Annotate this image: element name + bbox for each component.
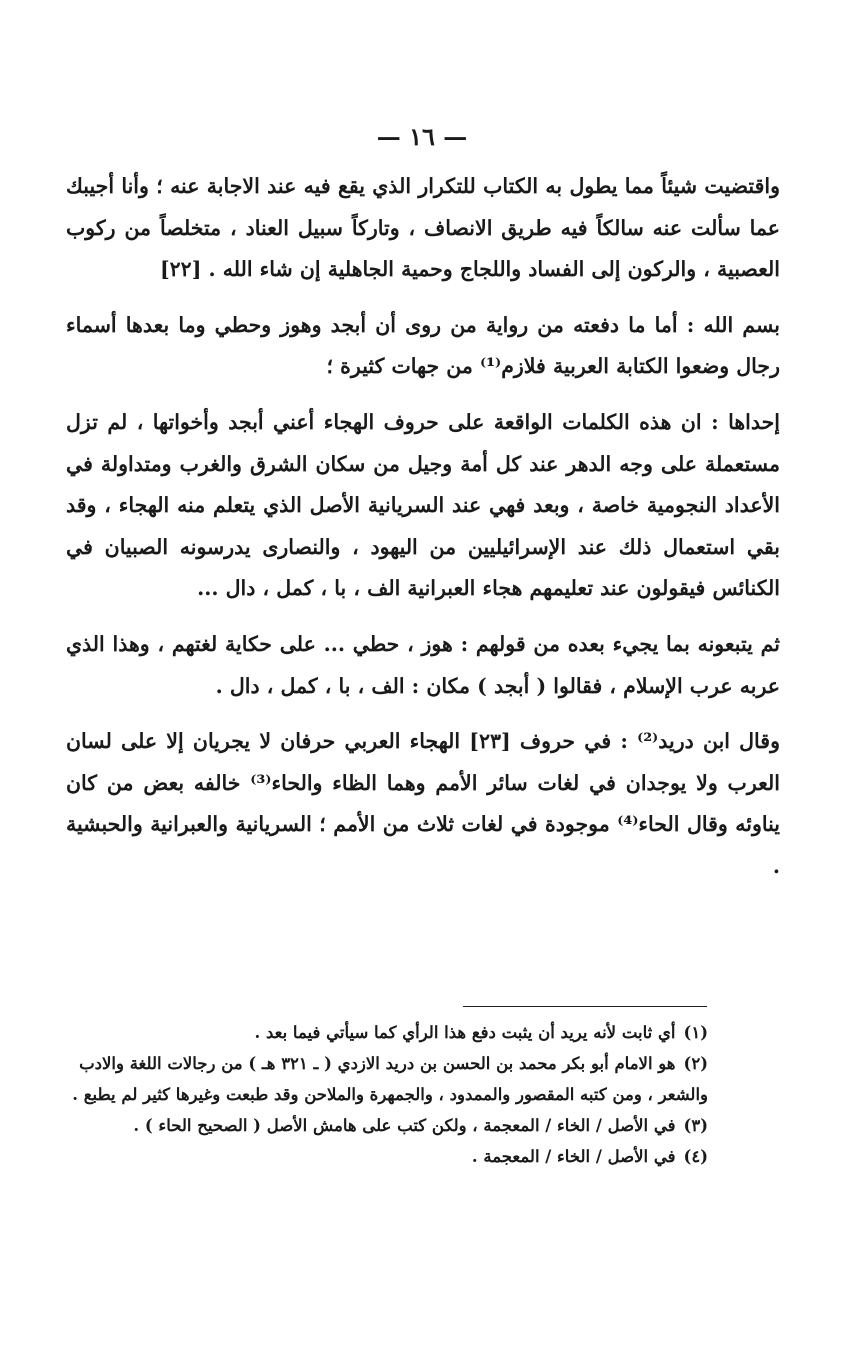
footnote-4-text: في الأصل / الخاء / المعجمة . — [471, 1147, 676, 1166]
paragraph-4: ثم يتبعونه بما يجيء بعده من قولهم : هوز ، حطي ... على حكاية لغتهم ، وهذا الذي عربه عرب الإسلام ، فقالوا ( أبجد ) مكان : الف ، با ، كمل ، دال . — [66, 631, 780, 698]
footnote-4 — [66, 1141, 708, 1172]
footnote-4-number: (٤) — [683, 1147, 708, 1166]
paragraph-5 — [66, 721, 780, 887]
footnote-3-text: في الأصل / الخاء / المعجمة ، ولكن كتب على هامش الأصل ( الصحيح الحاء ) . — [133, 1116, 676, 1135]
footnote-3-number: (٣) — [683, 1116, 708, 1135]
main-text — [66, 166, 780, 888]
footnote-1-text: أي ثابت لأنه يريد أن يثبت دفع هذا الرأي كما سيأتي فيما بعد . — [254, 1023, 676, 1042]
page-number: — ١٦ — — [376, 122, 468, 151]
page-ref-22: [٢٢] — [159, 257, 202, 282]
paragraph-5-text-b: الهجاء العربي حرفان لا يجريان إلا على لسان العرب ولا يوجدان في لغات سائر الأمم وهما الظاء والحاء⁽³⁾ خالفه بعض من كان يناوئه وقال الحاء⁽⁴⁾ موجودة في لغات ثلاث من الأمم ؛ السريانية والعبرانية والحبشية . — [66, 729, 780, 878]
footnote-1 — [66, 1017, 708, 1048]
footnotes — [66, 1017, 708, 1172]
footnote-3 — [66, 1110, 708, 1141]
page-ref-23: [٢٣] — [469, 729, 511, 754]
paragraph-2: بسم الله : أما ما دفعته من رواية من روى أن أبجد وهوز وحطي وما بعدها أسماء رجال وضعوا الكتابة العربية فلازم⁽¹⁾ من جهات كثيرة ؛ — [66, 312, 780, 379]
footnote-1-number: (١) — [683, 1023, 708, 1042]
paragraph-5-text-a: وقال ابن دريد⁽²⁾ : في حروف — [519, 729, 780, 754]
footnote-2 — [66, 1048, 708, 1110]
footnote-2-number: (٢) — [683, 1054, 708, 1073]
footnote-2-text: هو الامام أبو بكر محمد بن الحسن بن دريد الازدي ( ـ ٣٢١ هـ ) من رجالات اللغة والادب والشعر ، ومن كتبه المقصور والممدود ، والجمهرة والملاحن وقد طبعت وغيرها كثير لم يطبع . — [72, 1054, 708, 1104]
paragraph-1-text: واقتضيت شيئاً مما يطول به الكتاب للتكرار الذي يقع فيه عند الاجابة عنه ؛ وأنا أجيبك عما سألت عنه سالكاً فيه طريق الانصاف ، وتاركاً سبيل العناد ، متخلصاً من ركوب العصبية ، والركون إلى الفساد واللجاج وحمية الجاهلية إن شاء الله . — [66, 174, 780, 282]
footnote-divider — [463, 1006, 707, 1007]
paragraph-3: إحداها : ان هذه الكلمات الواقعة على حروف الهجاء أعني أبجد وأخواتها ، لم تزل مستعملة على وجه الدهر عند كل أمة وجيل من سكان الشرق والغرب ومتداولة في الأعداد النجومية خاصة ، وبعد فهي عند السريانية الأصل الذي يتعلم منه الهجاء ، وقد بقي استعمال ذلك عند الإسرائيليين من اليهود ، والنصارى يدرسونه الصبيان في الكنائس فيقولون عند تعليمهم هجاء العبرانية الف ، با ، كمل ، دال ... — [66, 409, 780, 601]
paragraph-1 — [66, 166, 780, 291]
